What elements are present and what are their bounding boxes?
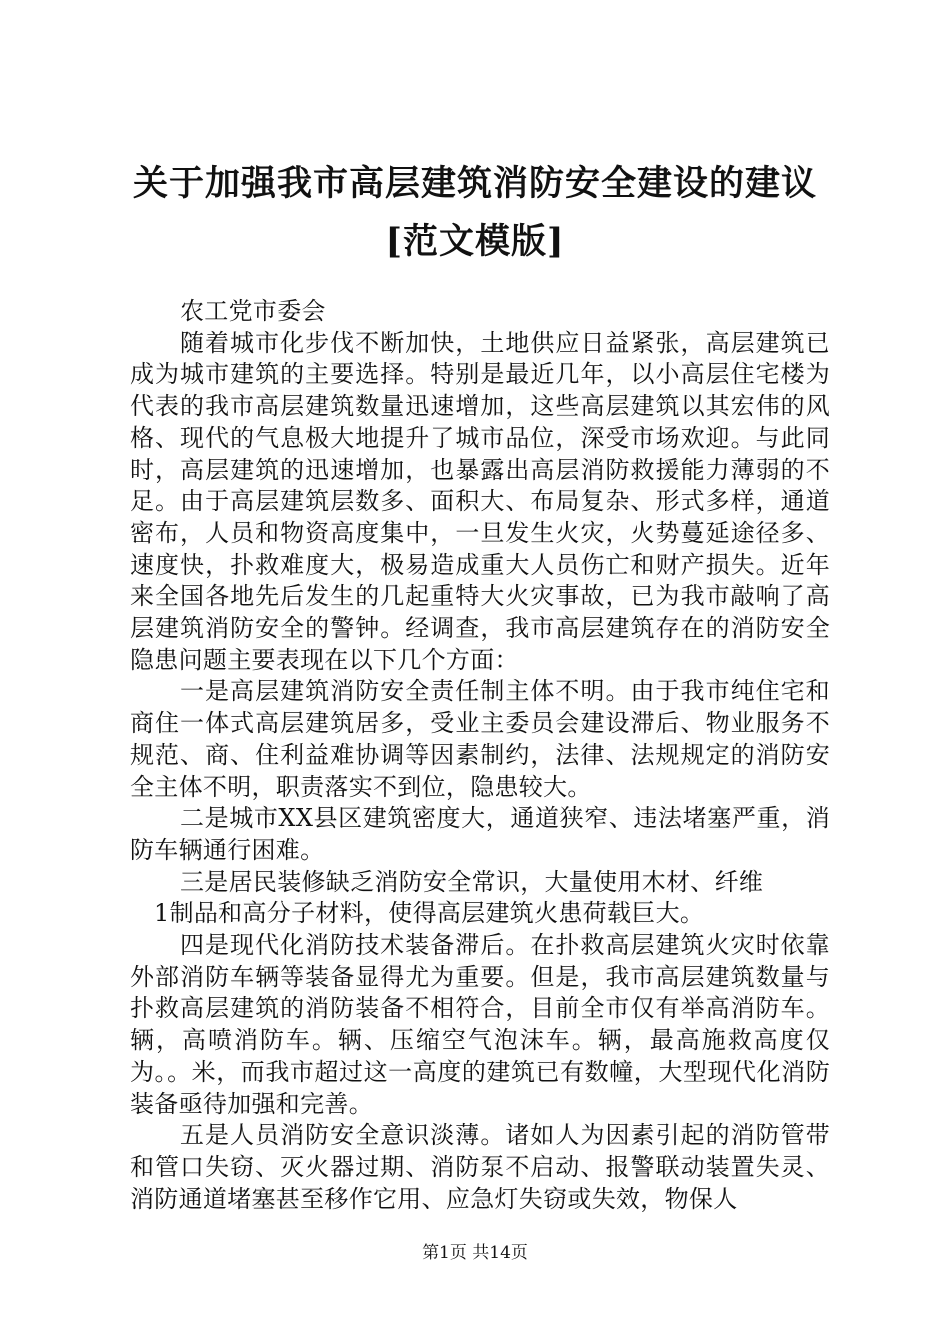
paragraph: 1制品和高分子材料，使得高层建筑火患荷载巨大。 — [154, 899, 705, 928]
paragraph: 五是人员消防安全意识淡薄。诸如人为因素引起的消防管带和管口失窃、灭火器过期、消防泵不启动、报警联动装置失灵、消防通道堵塞甚至移作它用、应急灯失窃或失效，物保人 — [130, 1121, 830, 1213]
paragraph: 二是城市XX县区建筑密度大，通道狭窄、违法堵塞严重，消防车辆通行困难。 — [130, 804, 830, 864]
document-title: 关于加强我市高层建筑消防安全建设的建议 — [132, 163, 817, 204]
paragraph: 三是居民装修缺乏消防安全常识，大量使用木材、纤维 — [180, 867, 764, 896]
document-subtitle: [范文模版] — [385, 221, 565, 262]
paragraph: 随着城市化步伐不断加快，土地供应日益紧张，高层建筑已成为城市建筑的主要选择。特别是最近几年，以小高层住宅楼为代表的我市高层建筑数量迅速增加，这些高层建筑以其宏伟的风格、现代的气息极大地提升了城市品位，深受市场欢迎。与此同时，高层建筑的迅速增加，也暴露出高层消防救援能力薄弱的不足。由于高层建筑层数多、面积大、布局复杂、形式多样，通道密布，人员和物资高度集中，一旦发生火灾，火势蔓延途径多、速度快，扑救难度大，极易造成重大人员伤亡和财产损失。近年来全国各地先后发生的几起重特大火灾事故，已为我市敲响了高层建筑消防安全的警钟。经调查，我市高层建筑存在的消防安全隐患问题主要表现在以下几个方面： — [130, 328, 830, 674]
document-body — [130, 296, 830, 1215]
paragraph: 一是高层建筑消防安全责任制主体不明。由于我市纯住宅和商住一体式高层建筑居多，受业主委员会建设滞后、物业服务不规范、商、住利益难协调等因素制约，法律、法规规定的消防安全主体不明，职责落实不到位，隐患较大。 — [130, 677, 830, 801]
page-number-footer: 第1页 共14页 — [422, 1243, 528, 1263]
author-line: 农工党市委会 — [180, 297, 326, 325]
paragraph: 四是现代化消防技术装备滞后。在扑救高层建筑火灾时依靠外部消防车辆等装备显得尤为重要。但是，我市高层建筑数量与扑救高层建筑的消防装备不相符合，目前全市仅有举高消防车。辆，高喷消防车。辆、压缩空气泡沫车。辆，最高施救高度仅为。。米，而我市超过这一高度的建筑已有数幢，大型现代化消防装备亟待加强和完善。 — [130, 931, 830, 1118]
